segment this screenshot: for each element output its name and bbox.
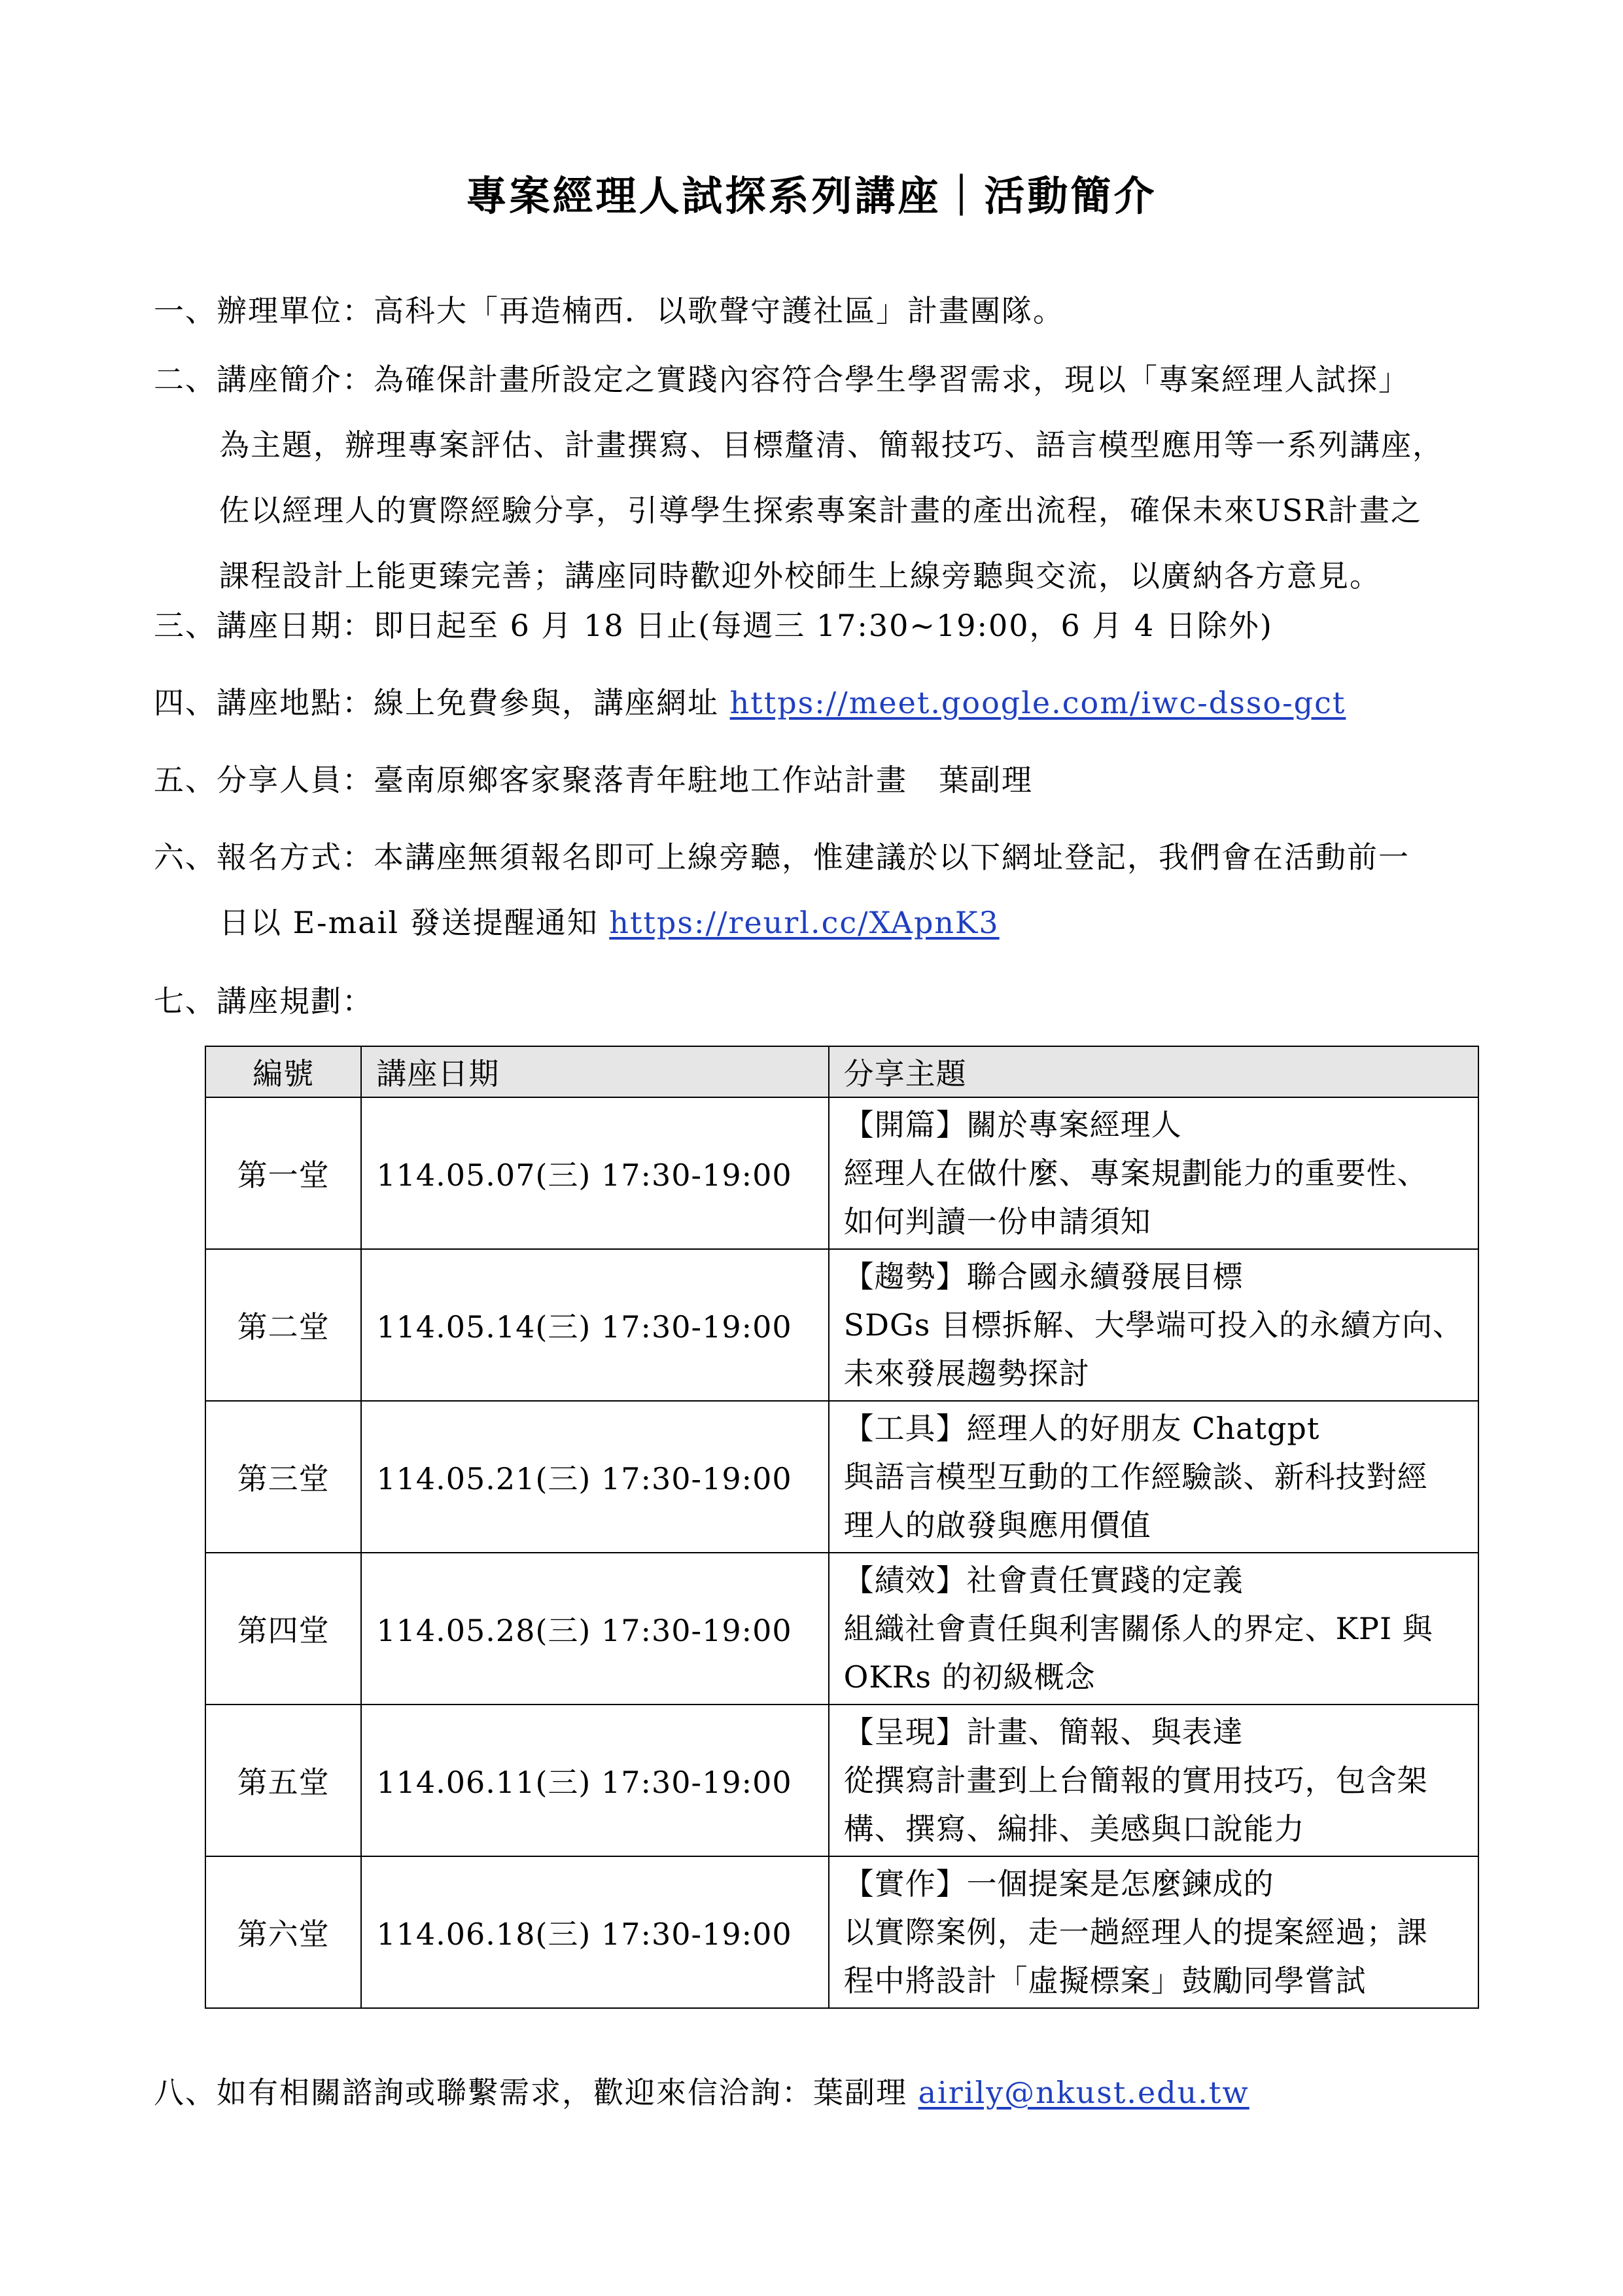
topic-line: OKRs 的初級概念 (843, 1659, 1096, 1695)
table-row (205, 1704, 1478, 1856)
item-intro (154, 347, 1475, 609)
session-date: 114.06.18(三) 17:30-19:00 (361, 1856, 828, 2008)
item-text: 辦理單位：高科大「再造楠西．以歌聲守護社區」計畫團隊。 (217, 293, 1064, 328)
header-date: 講座日期 (361, 1046, 828, 1097)
table-row (205, 1249, 1478, 1401)
header-topic: 分享主題 (829, 1046, 1478, 1097)
item-number: 四、 (154, 685, 217, 720)
item-plan (154, 968, 1475, 1034)
page-title: 專案經理人試探系列講座｜活動簡介 (466, 172, 1157, 220)
meeting-link[interactable]: https://meet.google.com/iwc-dsso-gct (729, 685, 1346, 720)
session-date: 114.05.28(三) 17:30-19:00 (361, 1553, 828, 1704)
intro-line-1: 講座簡介：為確保計畫所設定之實踐內容符合學生學習需求，現以「專案經理人試探」 (217, 362, 1410, 397)
table-header-row (205, 1046, 1478, 1097)
session-topic (829, 1704, 1478, 1856)
intro-line-2: 為主題，辦理專案評估、計畫撰寫、目標釐清、簡報技巧、語言模型應用等一系列講座， (219, 427, 1444, 463)
item-text: 講座規劃： (217, 983, 374, 1019)
item-date (154, 593, 1475, 658)
item-number: 五、 (154, 762, 217, 798)
topic-line: 理人的啟發與應用價值 (843, 1508, 1151, 1543)
table-row (205, 1097, 1478, 1249)
item-number: 二、 (154, 362, 217, 397)
topic-line: 【趨勢】聯合國永續發展目標 (843, 1259, 1244, 1294)
session-number: 第二堂 (205, 1249, 361, 1401)
session-topic (829, 1097, 1478, 1249)
intro-line-3: 佐以經理人的實際經驗分享，引導學生探索專案計畫的產出流程，確保未來USR計畫之 (219, 493, 1422, 528)
topic-line: 【工具】經理人的好朋友 Chatgpt (843, 1411, 1320, 1446)
item-register (154, 824, 1475, 955)
topic-line: 以實際案例，走一趟經理人的提案經過；課 (843, 1915, 1428, 1950)
item-text: 如有相關諮詢或聯繫需求，歡迎來信洽詢：葉副理 (217, 2075, 918, 2110)
session-number: 第四堂 (205, 1553, 361, 1704)
schedule-table (205, 1046, 1479, 2009)
item-text: 講座日期：即日起至 6 月 18 日止(每週三 17:30~19:00，6 月 4 日除外) (217, 608, 1273, 643)
item-number: 六、 (154, 839, 217, 875)
contact-email-link[interactable]: airily@nkust.edu.tw (918, 2075, 1249, 2110)
item-text: 分享人員：臺南原鄉客家聚落青年駐地工作站計畫 葉副理 (217, 762, 1033, 798)
topic-line: 【開篇】關於專案經理人 (843, 1107, 1182, 1142)
item-organizer (154, 278, 1475, 344)
item-number: 七、 (154, 983, 217, 1019)
registration-link[interactable]: https://reurl.cc/XApnK3 (609, 905, 1000, 940)
topic-line: 【績效】社會責任實踐的定義 (843, 1563, 1244, 1598)
session-topic (829, 1249, 1478, 1401)
session-date: 114.05.14(三) 17:30-19:00 (361, 1249, 828, 1401)
item-number: 一、 (154, 293, 217, 328)
topic-line: 構、撰寫、編排、美感與口說能力 (843, 1811, 1305, 1846)
table-row (205, 1856, 1478, 2008)
topic-line: 從撰寫計畫到上台簡報的實用技巧，包含架 (843, 1763, 1428, 1798)
session-topic (829, 1856, 1478, 2008)
topic-line: SDGs 目標拆解、大學端可投入的永續方向、 (843, 1307, 1463, 1343)
header-number: 編號 (205, 1046, 361, 1097)
intro-line-4: 課程設計上能更臻完善；講座同時歡迎外校師生上線旁聽與交流，以廣納各方意見。 (219, 558, 1381, 593)
item-contact (154, 2060, 1475, 2125)
item-number: 三、 (154, 608, 217, 643)
session-date: 114.06.11(三) 17:30-19:00 (361, 1704, 828, 1856)
session-number: 第五堂 (205, 1704, 361, 1856)
topic-line: 程中將設計「虛擬標案」鼓勵同學嘗試 (843, 1963, 1367, 1998)
register-line-2: 日以 E-mail 發送提醒通知 (219, 905, 610, 940)
topic-line: 組織社會責任與利害關係人的界定、KPI 與 (843, 1611, 1433, 1646)
topic-line: 【呈現】計畫、簡報、與表達 (843, 1714, 1244, 1750)
item-speaker (154, 747, 1475, 813)
session-number: 第一堂 (205, 1097, 361, 1249)
topic-line: 未來發展趨勢探討 (843, 1356, 1090, 1391)
table-row (205, 1401, 1478, 1553)
session-number: 第三堂 (205, 1401, 361, 1553)
item-venue (154, 670, 1475, 735)
item-number: 八、 (154, 2075, 217, 2110)
topic-line: 如何判讀一份申請須知 (843, 1204, 1151, 1239)
table-row (205, 1553, 1478, 1704)
topic-line: 與語言模型互動的工作經驗談、新科技對經 (843, 1459, 1428, 1494)
register-line-1: 報名方式：本講座無須報名即可上線旁聽，惟建議於以下網址登記，我們會在活動前一 (217, 839, 1410, 875)
session-number: 第六堂 (205, 1856, 361, 2008)
session-topic (829, 1553, 1478, 1704)
topic-line: 【實作】一個提案是怎麼鍊成的 (843, 1866, 1274, 1901)
topic-line: 經理人在做什麼、專案規劃能力的重要性、 (843, 1156, 1428, 1191)
session-topic (829, 1401, 1478, 1553)
session-date: 114.05.21(三) 17:30-19:00 (361, 1401, 828, 1553)
item-text: 講座地點：線上免費參與，講座網址 (217, 685, 730, 720)
session-date: 114.05.07(三) 17:30-19:00 (361, 1097, 828, 1249)
